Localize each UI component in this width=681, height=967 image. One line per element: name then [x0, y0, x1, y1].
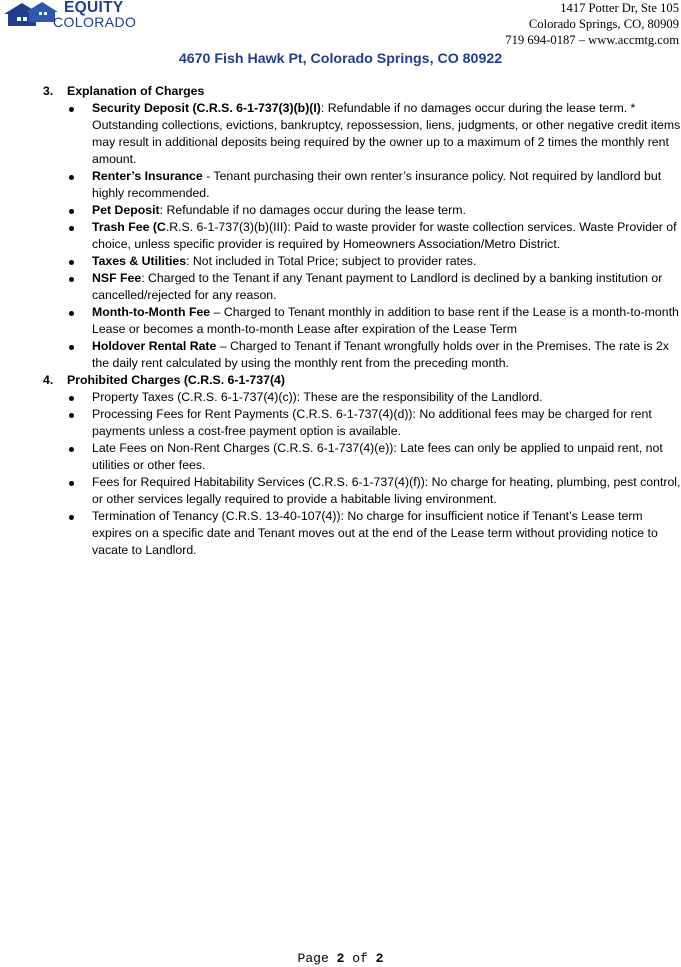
item-term: Pet Deposit [92, 203, 160, 217]
document-body [44, 83, 681, 559]
bullet-icon [69, 107, 74, 112]
prohibited-charges-list [44, 389, 681, 559]
bullet-icon [69, 515, 74, 520]
address-line-city: Colorado Springs, CO, 80909 [528, 17, 679, 31]
property-address-heading: 4670 Fish Hawk Pt, Colorado Springs, CO 80922 [178, 51, 503, 67]
charges-list [44, 100, 681, 372]
logo-text-equity: EQUITY [64, 0, 124, 16]
bullet-icon [69, 260, 74, 265]
bullet-icon [69, 311, 74, 316]
item-term: Security Deposit (C.R.S. 6-1-737(3)(b)(I) [92, 101, 321, 115]
section-number: 3. [43, 84, 54, 98]
page-number-total: 2 [375, 951, 384, 966]
list-item [44, 270, 681, 304]
list-item [44, 168, 681, 202]
item-text: .R.S. 6-1-737(3)(b)(III): Paid to waste provider for waste collection services. Waste Provider of choice, unless specific provider is required by Homeowners Association/Metro District. [92, 220, 677, 251]
section-number: 4. [43, 373, 54, 387]
bullet-icon [69, 447, 74, 452]
bullet-icon [69, 277, 74, 282]
bullet-icon [69, 396, 74, 401]
item-term: Holdover Rental Rate [92, 339, 217, 353]
section-title: Explanation of Charges [67, 84, 205, 98]
list-item [44, 440, 681, 474]
bullet-icon [69, 413, 74, 418]
item-text: Processing Fees for Rent Payments (C.R.S. 6-1-737(4)(d)): No additional fees may be charged for rent payments unless a cost-free payment option is available. [92, 407, 652, 438]
list-item [44, 474, 681, 508]
item-text: : Refundable if no damages occur during the lease term. [159, 203, 466, 217]
list-item [44, 202, 681, 219]
item-text: Property Taxes (C.R.S. 6-1-737(4)(c)): These are the responsibility of the Landlord. [92, 390, 543, 404]
item-term: Month-to-Month Fee [92, 305, 211, 319]
section-title: Prohibited Charges (C.R.S. 6-1-737(4) [67, 373, 285, 387]
item-text: Termination of Tenancy (C.R.S. 13-40-107(4)): No charge for insufficient notice if Tenant’s Lease term expires on a specific date and Tenant moves out at the end of the Lease term without providing notice to vacate to Landlord. [92, 509, 658, 557]
company-address-block [505, 0, 679, 48]
page-footer [0, 951, 681, 966]
item-term: Trash Fee (C [92, 220, 166, 234]
list-item [44, 100, 681, 168]
item-text: Late Fees on Non-Rent Charges (C.R.S. 6-1-737(4)(e)): Late fees can only be applied to unpaid rent, not utilities or other fees. [92, 441, 663, 472]
bullet-icon [69, 175, 74, 180]
bullet-icon [69, 226, 74, 231]
item-text: – Charged to Tenant if Tenant wrongfully holds over in the Premises. The rate is 2x the daily rent calculated by using the monthly rent from the preceding month. [92, 339, 669, 370]
bullet-icon [69, 345, 74, 350]
list-item [44, 253, 681, 270]
logo-text-colorado: COLORADO [53, 14, 137, 30]
bullet-icon [69, 209, 74, 214]
address-line-street: 1417 Potter Dr, Ste 105 [560, 1, 679, 15]
section-heading-charges [44, 83, 681, 100]
item-term: Taxes & Utilities [92, 254, 187, 268]
item-text: – Charged to Tenant monthly in addition to base rent if the Lease is a month-to-month Lease or becomes a month-to-month Lease after expiration of the Lease Term [92, 305, 679, 336]
bullet-icon [69, 481, 74, 486]
list-item [44, 338, 681, 372]
item-text: : Refundable if no damages occur during the lease term. * Outstanding collections, evictions, bankruptcy, repossession, liens, judgments, or other negative credit items may result in additional deposits being required by the owner up to a maximum of 2 times the monthly rent amount. [92, 101, 681, 166]
item-term: Renter’s Insurance [92, 169, 203, 183]
page-label: Page [297, 951, 329, 966]
list-item [44, 508, 681, 559]
company-logo [2, 0, 142, 32]
list-item [44, 219, 681, 253]
list-item [44, 389, 681, 406]
page-of-label: of [352, 951, 368, 966]
address-line-contact: 719 694-0187 – www.accmtg.com [505, 33, 679, 47]
list-item [44, 304, 681, 338]
page-number-current: 2 [336, 951, 345, 966]
list-item [44, 406, 681, 440]
item-term: NSF Fee [92, 271, 142, 285]
item-text: - Tenant purchasing their own renter’s insurance policy. Not required by landlord but highly recommended. [92, 169, 662, 200]
section-heading-prohibited [44, 372, 681, 389]
item-text: Fees for Required Habitability Services (C.R.S. 6-1-737(4)(f)): No charge for heating, plumbing, pest control, or other services legally required to provide a habitable living environment. [92, 475, 681, 506]
item-text: : Charged to the Tenant if any Tenant payment to Landlord is declined by a banking institution or cancelled/rejected for any reason. [92, 271, 663, 302]
item-text: : Not included in Total Price; subject to provider rates. [186, 254, 477, 268]
